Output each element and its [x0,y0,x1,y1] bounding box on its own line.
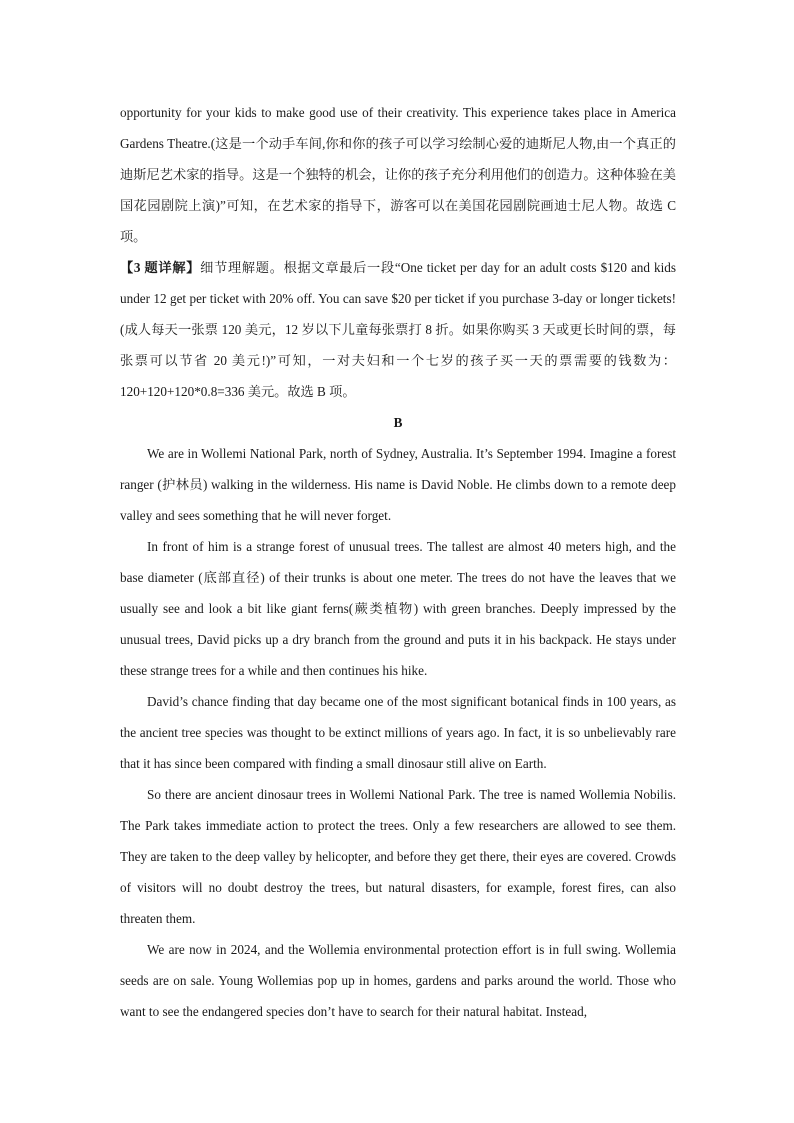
question-3-text: 细节理解题。根据文章最后一段“One ticket per day for an adult costs $120 and kids under 12 get per ticket with 20% off. You can save $20 per ticket if you purchase 3-day or longer tickets!(成人每天一张票 120 美元，12 岁以下儿童每张票打 8 折。如果你购买 3 天或更长时间的票，每张票可以节省 20 美元!)”可知，一对夫妇和一个七岁的孩子买一天的票需要的钱数为：120+120+120*0.8=336 美元。故选 B 项。 [120,260,676,399]
document-body [120,97,676,1027]
section-b-paragraph-1: We are in Wollemi National Park, north of Sydney, Australia. It’s September 1994. Imagine a forest ranger (护林员) walking in the wilderness. His name is David Noble. He climbs down to a remote deep valley and sees something that he will never forget. [120,446,676,523]
section-b-paragraph-2: In front of him is a strange forest of unusual trees. The tallest are almost 40 meters high, and the base diameter (底部直径) of their trunks is about one meter. The trees do not have the leaves that we usually see and look a bit like giant ferns(蕨类植物) with green branches. Deeply impressed by the unusual trees, David picks up a dry branch from the ground and puts it in his backpack. He stays under these strange trees for a while and then continues his hike. [120,539,676,678]
section-a-continuation-paragraph: opportunity for your kids to make good use of their creativity. This experience takes place in America Gardens Theatre.(这是一个动手车间,你和你的孩子可以学习绘制心爱的迪斯尼人物,由一个真正的迪斯尼艺术家的指导。这是一个独特的机会，让你的孩子充分利用他们的创造力。这种体验在美国花园剧院上演)”可知，在艺术家的指导下，游客可以在美国花园剧院画迪士尼人物。故选 C 项。 [120,105,676,244]
question-3-explanation [120,252,676,407]
section-b-paragraph-5: We are now in 2024, and the Wollemia environmental protection effort is in full swing. Wollemia seeds are on sale. Young Wollemias pop up in homes, gardens and parks around the world. Those who want to see the endangered species don’t have to search for their natural habitat. Instead, [120,942,676,1019]
section-b-heading: B [393,415,403,430]
section-b-paragraph-3: David’s chance finding that day became one of the most significant botanical finds in 100 years, as the ancient tree species was thought to be extinct millions of years ago. In fact, it is so unbelievably rare that it has since been compared with finding a small dinosaur still alive on Earth. [120,694,676,771]
question-3-label: 【3 题详解】 [120,260,201,275]
section-b-paragraph-4: So there are ancient dinosaur trees in Wollemi National Park. The tree is named Wollemia Nobilis. The Park takes immediate action to protect the trees. Only a few researchers are allowed to see them. They are taken to the deep valley by helicopter, and before they get there, their eyes are covered. Crowds of visitors will no doubt destroy the trees, but natural disasters, for example, forest fires, can also threaten them. [120,787,676,926]
